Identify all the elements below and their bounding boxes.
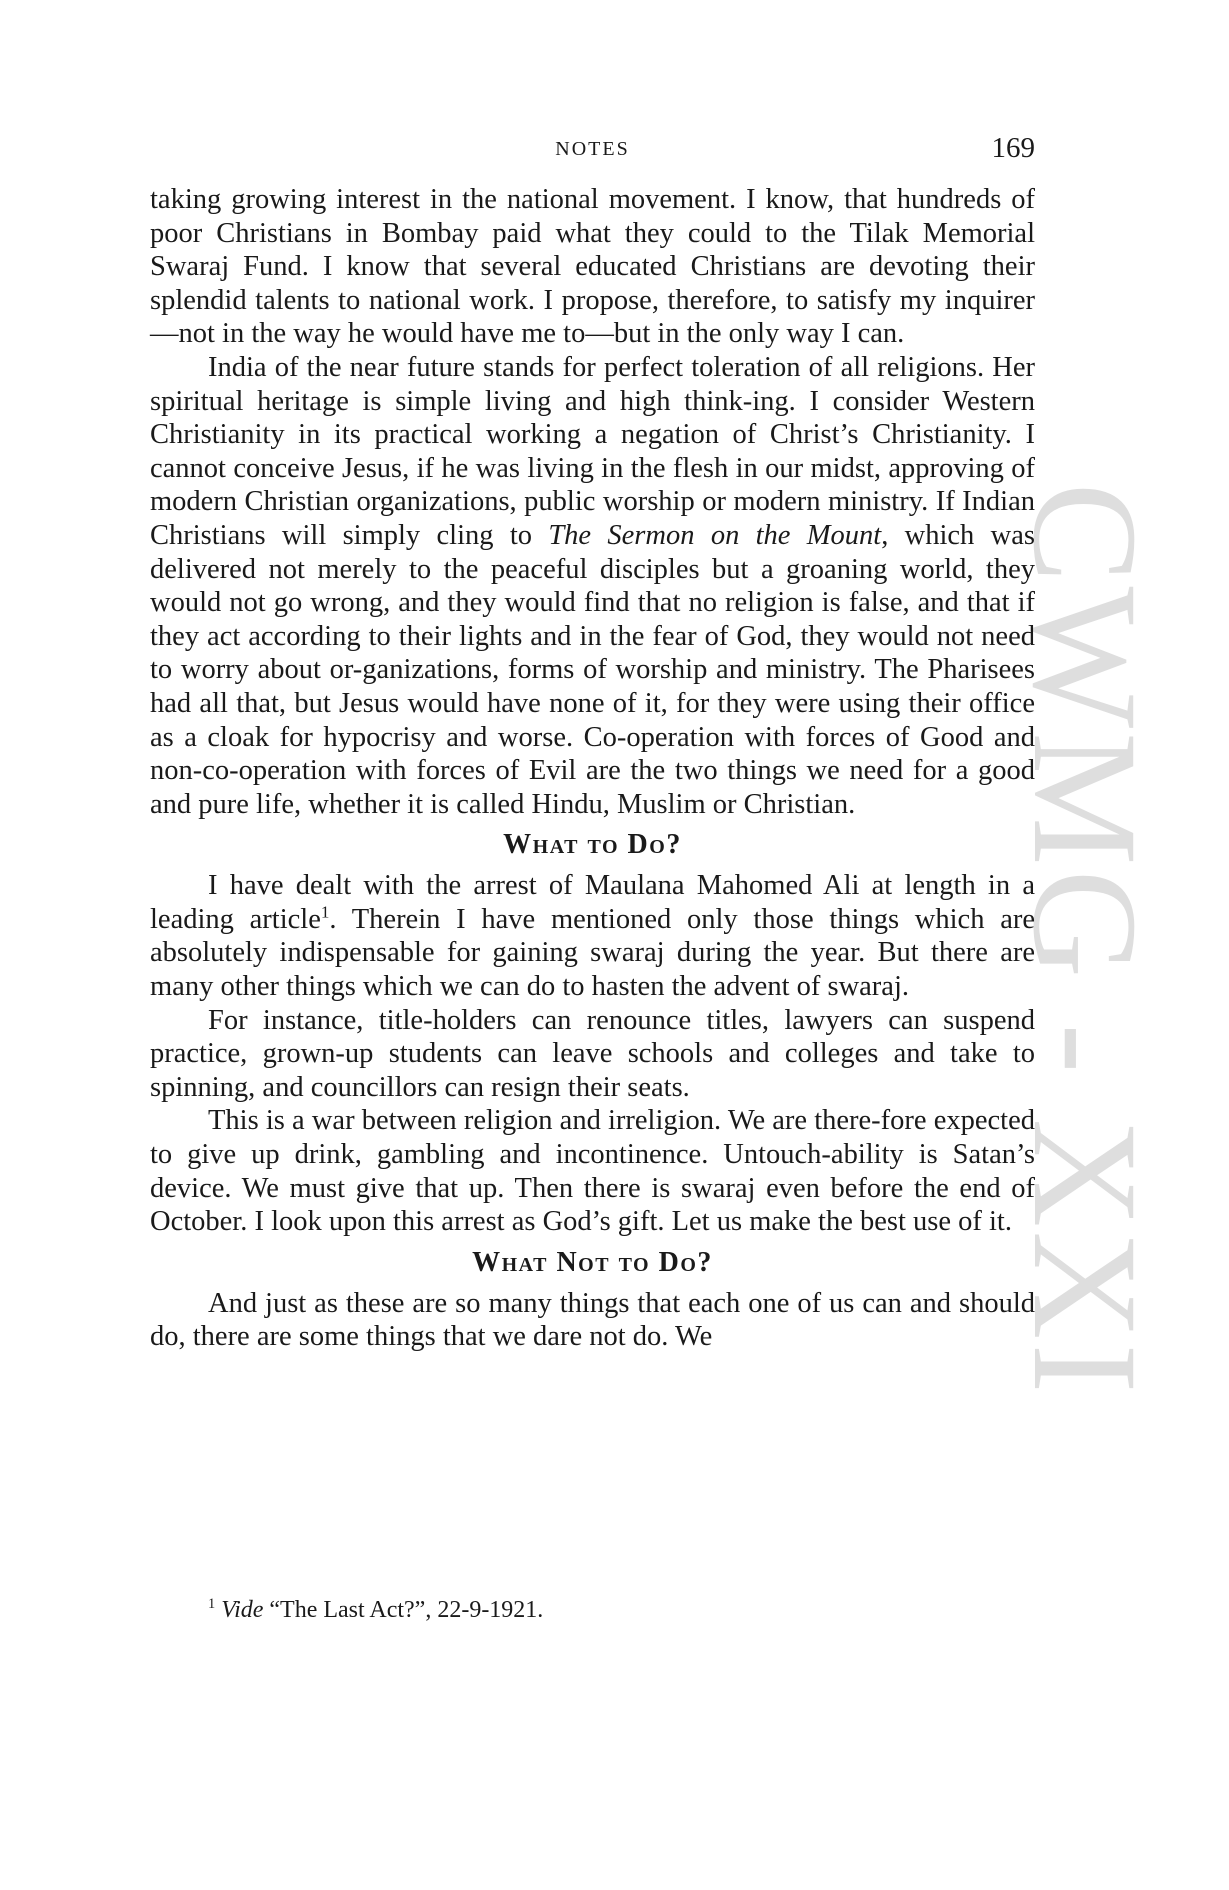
paragraph-3-text-a: I have dealt with the arrest of Maulana Mahomed Ali at length in a leading article <box>150 870 1035 935</box>
watermark-text: CWMG - XXI <box>1002 482 1168 1398</box>
paragraph-3 <box>150 869 1035 1003</box>
section-heading-what-not-to-do: What Not to Do? <box>472 1246 713 1278</box>
paragraph-2-text-a: India of the near future stands for perfect toleration of all religions. Her spiritual heritage is simple living and high think-ing. I consider Western Christianity in its practical working a negation of Christ’s Christianity. I cannot conceive Jesus, if he was living in the flesh in our midst, approving of modern Christian organizations, public worship or modern ministry. If Indian Christians will simply cling to <box>150 351 1035 551</box>
footnote <box>208 1597 543 1624</box>
running-header <box>150 132 1035 172</box>
paragraph-5: This is a war between religion and irreligion. We are there-fore expected to give up drink, gambling and incontinence. Untouch-ability is Satan’s device. We must give that up. Then there is swaraj even before the end of October. I look upon this arrest as God’s gift. Let us make the best use of it. <box>150 1105 1035 1238</box>
paragraph-2-text-b: , which was delivered not merely to the peaceful disciples but a groaning world, they would not go wrong, and they would find that no religion is false, and that if they act according to their lights and in the fear of God, they would not need to worry about or-ganizations, forms of worship and ministry. The Pharisees had all that, but Jesus would have none of it, for they were using their office as a cloak for hypocrisy and worse. Co-operation with forces of Good and non-co-operation with forces of Evil are the two things we need for a good and pure life, whether it is called Hindu, Muslim or Christian. <box>150 519 1035 820</box>
footnote-text: “The Last Act?”, 22-9-1921. <box>263 1597 544 1623</box>
paragraph-1: taking growing interest in the national movement. I know, that hundreds of poor Christians in Bombay paid what they could to the Tilak Memorial Swaraj Fund. I know that several educated Christians are devoting their splendid talents to national work. I propose, therefore, to satisfy my inquirer—not in the way he would have me to—but in the only way I can. <box>150 184 1035 350</box>
body-text <box>150 183 1035 1354</box>
paragraph-4: For instance, title-holders can renounce titles, lawyers can suspend practice, grown-up students can leave schools and colleges and take to spinning, and councillors can resign their seats. <box>150 1004 1035 1103</box>
page-number: 169 <box>991 132 1035 164</box>
footnote-marker: 1 <box>208 1596 216 1612</box>
section-heading-what-to-do: What to Do? <box>503 829 682 861</box>
footnote-vide: Vide <box>221 1597 264 1623</box>
running-title: NOTES <box>555 138 630 160</box>
paragraph-3-text-b: . Therein I have mentioned only those things which are absolutely indispensable for gaining swaraj during the year. But there are many other things which we can do to hasten the advent of swaraj. <box>150 903 1035 1003</box>
paragraph-2 <box>150 351 1035 821</box>
paragraph-6: And just as these are so many things that each one of us can and should do, there are some things that we dare not do. We <box>150 1287 1035 1353</box>
sermon-title: The Sermon on the Mount <box>548 519 882 551</box>
footnote-reference: 1 <box>320 902 330 922</box>
